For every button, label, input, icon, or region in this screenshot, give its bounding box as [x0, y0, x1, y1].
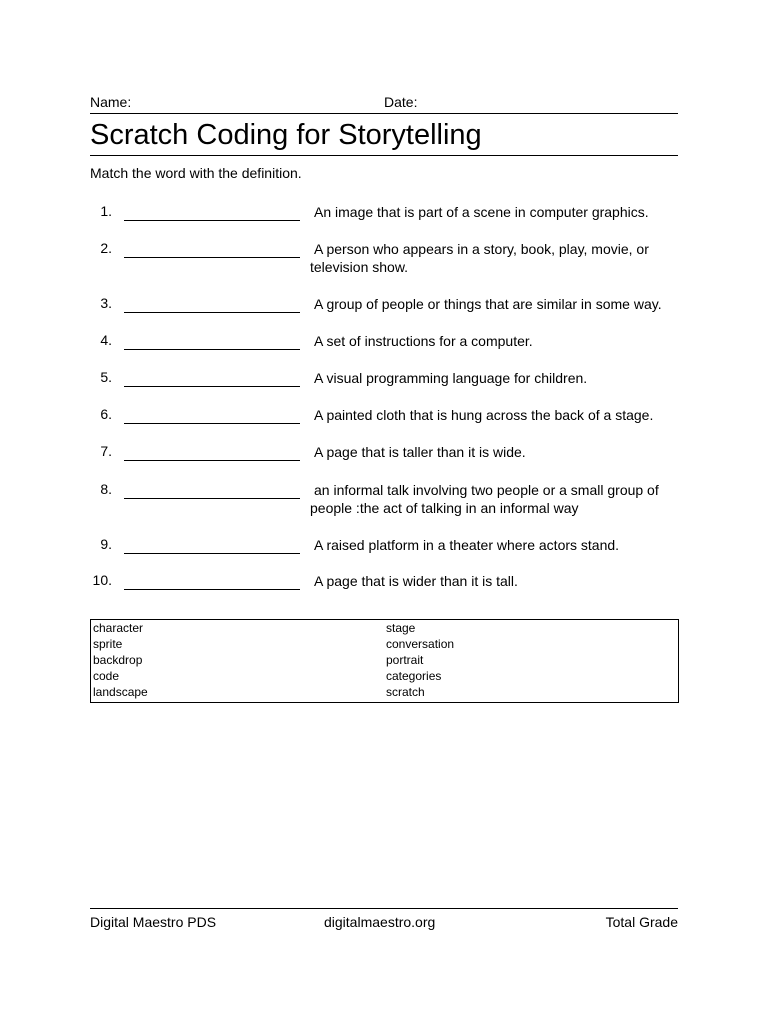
- question-definition: A painted cloth that is hung across the back of a stage.: [314, 407, 654, 423]
- word-bank-word: code: [93, 669, 120, 683]
- word-bank-right-column: [386, 620, 454, 700]
- question-number: 8.: [100, 481, 112, 497]
- question-number: 9.: [100, 536, 112, 552]
- word-bank-left-column: [93, 620, 148, 700]
- question-number: 4.: [100, 332, 112, 348]
- word-bank: [90, 619, 679, 703]
- question-definition: A page that is wider than it is tall.: [314, 573, 518, 589]
- worksheet-title: Scratch Coding for Storytelling: [90, 118, 678, 156]
- word-bank-word: categories: [386, 669, 442, 683]
- word-bank-word: portrait: [386, 653, 424, 667]
- question-definition: A raised platform in a theater where actors stand.: [314, 537, 620, 553]
- footer-website: digitalmaestro.org: [324, 914, 436, 930]
- answer-blank[interactable]: [124, 498, 300, 499]
- question-number: 2.: [100, 240, 112, 256]
- word-bank-word: character: [93, 621, 144, 635]
- question-definition: A group of people or things that are similar in some way.: [314, 296, 662, 312]
- question-definition: A visual programming language for children.: [314, 370, 588, 386]
- word-bank-word: landscape: [93, 685, 148, 699]
- footer-publisher: Digital Maestro PDS: [90, 914, 217, 930]
- answer-blank[interactable]: [124, 553, 300, 554]
- answer-blank[interactable]: [124, 423, 300, 424]
- answer-blank[interactable]: [124, 349, 300, 350]
- word-bank-word: stage: [386, 621, 416, 635]
- footer: [90, 908, 678, 933]
- question-definition: A page that is taller than it is wide.: [314, 444, 526, 460]
- answer-blank[interactable]: [124, 312, 300, 313]
- name-label: Name:: [90, 94, 132, 110]
- footer-total-grade: Total Grade: [605, 914, 678, 930]
- answer-blank[interactable]: [124, 589, 300, 590]
- instructions: Match the word with the definition.: [90, 165, 302, 181]
- question-definition: A set of instructions for a computer.: [314, 333, 533, 349]
- answer-blank[interactable]: [124, 257, 300, 258]
- question-definition: an informal talk involving two people or a small group of people :the act of talking in an informal way: [310, 482, 659, 516]
- word-bank-word: conversation: [386, 637, 455, 651]
- question-number: 5.: [100, 369, 112, 385]
- answer-blank[interactable]: [124, 386, 300, 387]
- word-bank-word: sprite: [93, 637, 123, 651]
- word-bank-word: scratch: [386, 685, 425, 699]
- answer-blank[interactable]: [124, 220, 300, 221]
- question-number: 10.: [92, 572, 112, 588]
- header-row: [90, 93, 678, 114]
- question-number: 7.: [100, 443, 112, 459]
- date-label: Date:: [384, 94, 418, 110]
- question-definition: A person who appears in a story, book, play, movie, or television show.: [310, 241, 649, 275]
- question-number: 3.: [100, 295, 112, 311]
- word-bank-word: backdrop: [93, 653, 143, 667]
- question-definition: An image that is part of a scene in computer graphics.: [314, 204, 649, 220]
- question-number: 1.: [100, 203, 112, 219]
- question-number: 6.: [100, 406, 112, 422]
- answer-blank[interactable]: [124, 460, 300, 461]
